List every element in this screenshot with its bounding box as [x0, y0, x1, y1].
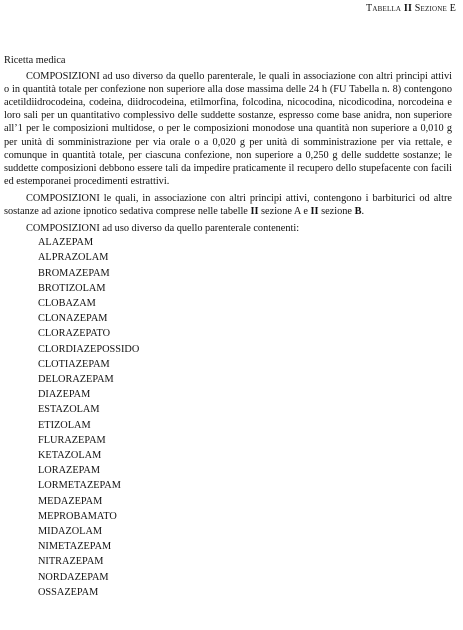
- list-item: ALPRAZOLAM: [38, 252, 109, 264]
- list-item: LORMETAZEPAM: [38, 480, 121, 492]
- list-item: KETAZOLAM: [38, 450, 102, 462]
- list-item: NORDAZEPAM: [38, 571, 109, 583]
- list-item: NITRAZEPAM: [38, 556, 104, 568]
- paragraph-2: [4, 192, 452, 218]
- paragraph-1-lead: COMPOSIZIONI: [26, 71, 100, 83]
- list-item: BROTIZOLAM: [38, 282, 106, 294]
- list-item: DIAZEPAM: [38, 389, 91, 401]
- list-intro-text: ad uso diverso da quello parenterale contenenti:: [99, 223, 300, 235]
- section-title: Ricetta medica: [4, 55, 66, 66]
- list-item: FLURAZEPAM: [38, 434, 106, 446]
- header-table-number: II: [403, 3, 413, 14]
- list-item: CLOTIAZEPAM: [38, 358, 110, 370]
- paragraph-2-text-a: le quali, in associazione con altri principi attivi, contengono i barbiturici od altre sostanze ad azione ipnotico sedativa comprese nelle tabelle: [4, 192, 452, 218]
- paragraph-2-lead: COMPOSIZIONI: [26, 192, 100, 204]
- paragraph-2-text-b: sezione A e: [258, 206, 311, 218]
- list-item: ETIZOLAM: [38, 419, 91, 431]
- list-item: NIMETAZEPAM: [38, 541, 112, 553]
- header-section-letter: E: [449, 3, 456, 14]
- list-intro-lead: COMPOSIZIONI: [26, 223, 100, 235]
- drug-list: [4, 235, 452, 600]
- header-section-word: Sezione: [414, 3, 447, 14]
- list-item: LORAZEPAM: [38, 465, 100, 477]
- list-item: CLORDIAZEPOSSIDO: [38, 343, 140, 355]
- list-item: CLONAZEPAM: [38, 313, 108, 325]
- list-intro: [4, 222, 452, 235]
- list-item: MIDAZOLAM: [38, 526, 103, 538]
- paragraph-2-bold-1: II: [250, 206, 259, 218]
- list-item: ALAZEPAM: [38, 237, 94, 249]
- page-header: [366, 3, 456, 14]
- list-item: CLORAZEPATO: [38, 328, 111, 340]
- paragraph-2-bold-2: II: [310, 206, 319, 218]
- paragraph-2-text-d: .: [361, 206, 365, 218]
- list-item: DELORAZEPAM: [38, 374, 114, 386]
- list-item: MEDAZEPAM: [38, 495, 103, 507]
- document-body: [4, 54, 452, 600]
- list-item: OSSAZEPAM: [38, 586, 99, 598]
- paragraph-2-text-c: sezione: [318, 206, 355, 218]
- list-item: BROMAZEPAM: [38, 267, 110, 279]
- paragraph-1-text: ad uso diverso da quello parenterale, le quali in associazione con altri principi attivi o in quantità totale per confezione non superiore alla dose massima delle 24 h (FU Tabella n. 8) contengono acetildiidrocodeina, codeina, diidrocodeina, etilmorfina, folcodina, nicocodina, nicodicodina, norcodeina e loro sali per un quantitativo complessivo delle suddette sostanze, espresso come base anidra, non superiore all’1 per le composizioni multidose, o per le composizioni monodose una quantità non superiore a 0,010 g per unità di somministrazione per via orale o a 0,020 g per unità di somministrazione per via rettale, e comunque in quantità totale, per ciascuna confezione, non superiore a 0,250 g delle suddette sostanze; le suddette composizioni debbono essere tali da impedire praticamente il recupero dello stupefacente con facili ed estemporanei procedimenti estrattivi.: [4, 71, 452, 187]
- list-item: CLOBAZAM: [38, 298, 96, 310]
- paragraph-2-bold-3: B: [354, 206, 362, 218]
- list-item: ESTAZOLAM: [38, 404, 100, 416]
- paragraph-1: [4, 70, 452, 188]
- header-table-word: Tabella: [366, 3, 402, 14]
- list-item: MEPROBAMATO: [38, 510, 117, 522]
